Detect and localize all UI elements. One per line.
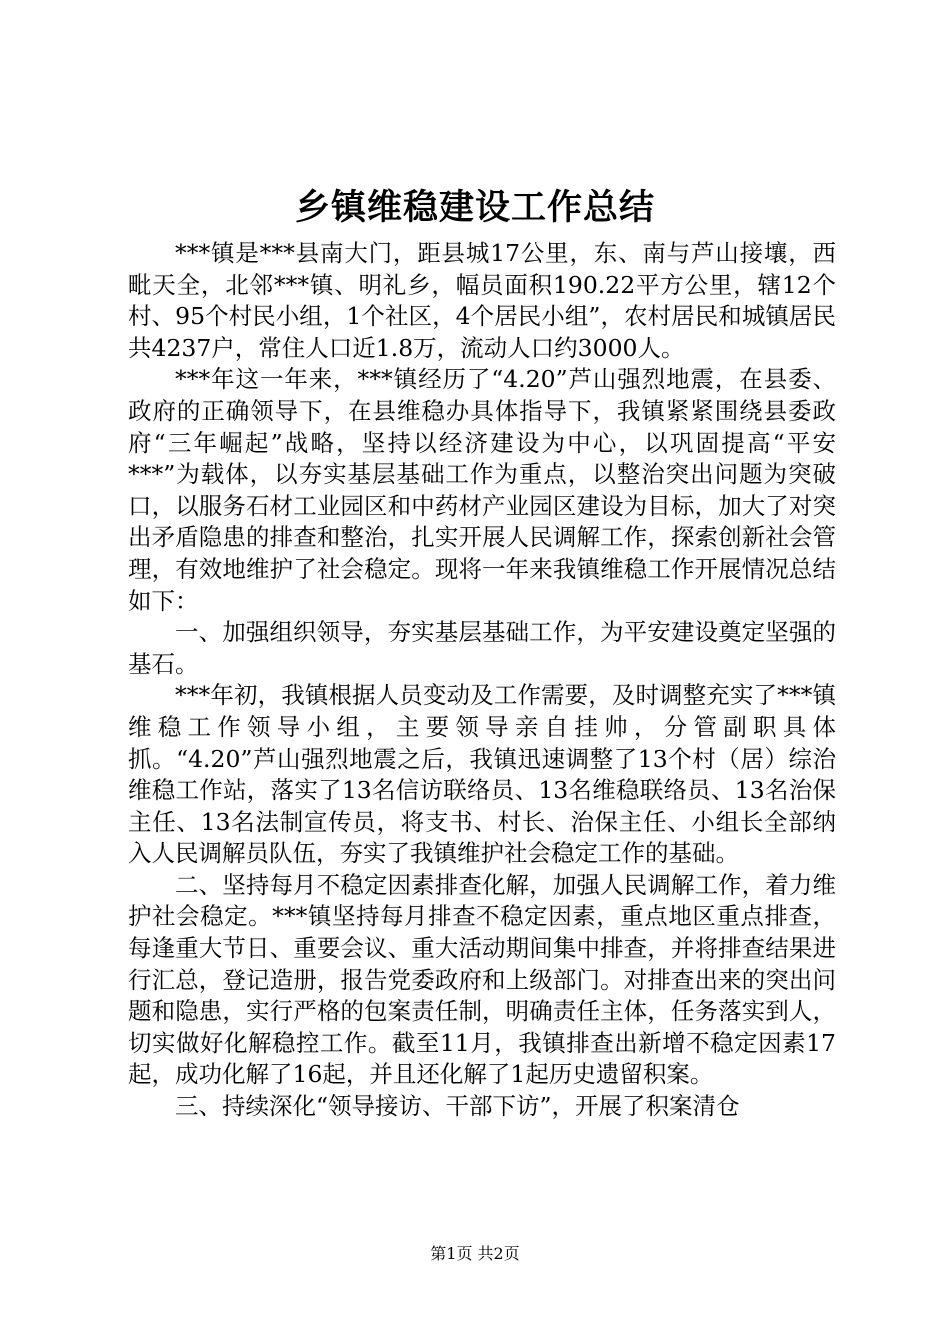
document-body xyxy=(128,238,836,1123)
paragraph-section-1: ***年初，我镇根据人员变动及工作需要，及时调整充实了***镇维稳工作领导小组，主要领导亲自挂帅，分管副职具体抓。“4.20”芦山强烈地震之后，我镇迅速调整了13个村（居）综治维稳工作站，落实了13名信访联络员、13名维稳联络员、13名治保主任、13名法制宣传员，将支书、村长、治保主任、小组长全部纳入人民调解员队伍，夯实了我镇维护社会稳定工作的基础。 xyxy=(128,681,836,868)
section-heading-1: 一、加强组织领导，夯实基层基础工作，为平安建设奠定坚强的基石。 xyxy=(128,618,836,678)
paragraph-section-3: 三、持续深化“领导接访、干部下访”，开展了积案清仓 xyxy=(175,1092,740,1121)
paragraph-section-2: 二、坚持每月不稳定因素排查化解，加强人民调解工作，着力维护社会稳定。***镇坚持每月排查不稳定因素，重点地区重点排查，每逢重大节日、重要会议、重大活动期间集中排查，并将排查结果进行汇总，登记造册，报告党委政府和上级部门。对排查出来的突出问题和隐患，实行严格的包案责任制，明确责任主体，任务落实到人，切实做好化解稳控工作。截至11月，我镇排查出新增不稳定因素17起，成功化解了16起，并且还化解了1起历史遗留积案。 xyxy=(128,870,836,1089)
page-footer: 第1页 共2页 xyxy=(430,1244,520,1263)
document-title: 乡镇维稳建设工作总结 xyxy=(294,187,655,228)
paragraph-intro: ***镇是***县南大门，距县城17公里，东、南与芦山接壤，西毗天全，北邻***镇、明礼乡，幅员面积190.22平方公里，辖12个村、95个村民小组，1个社区，4个居民小组”，农村居民和城镇居民共4237户，常住人口近1.8万，流动人口约3000人。 xyxy=(128,239,836,362)
paragraph-overview: ***年这一年来，***镇经历了“4.20”芦山强烈地震，在县委、政府的正确领导下，在县维稳办具体指导下，我镇紧紧围绕县委政府“三年崛起”战略，坚持以经济建设为中心，以巩固提高“平安***”为载体，以夯实基层基础工作为重点，以整治突出问题为突破口，以服务石材工业园区和中药材产业园区建设为目标，加大了对突出矛盾隐患的排查和整治，扎实开展人民调解工作，探索创新社会管理，有效地维护了社会稳定。现将一年来我镇维稳工作开展情况总结如下： xyxy=(128,365,836,615)
